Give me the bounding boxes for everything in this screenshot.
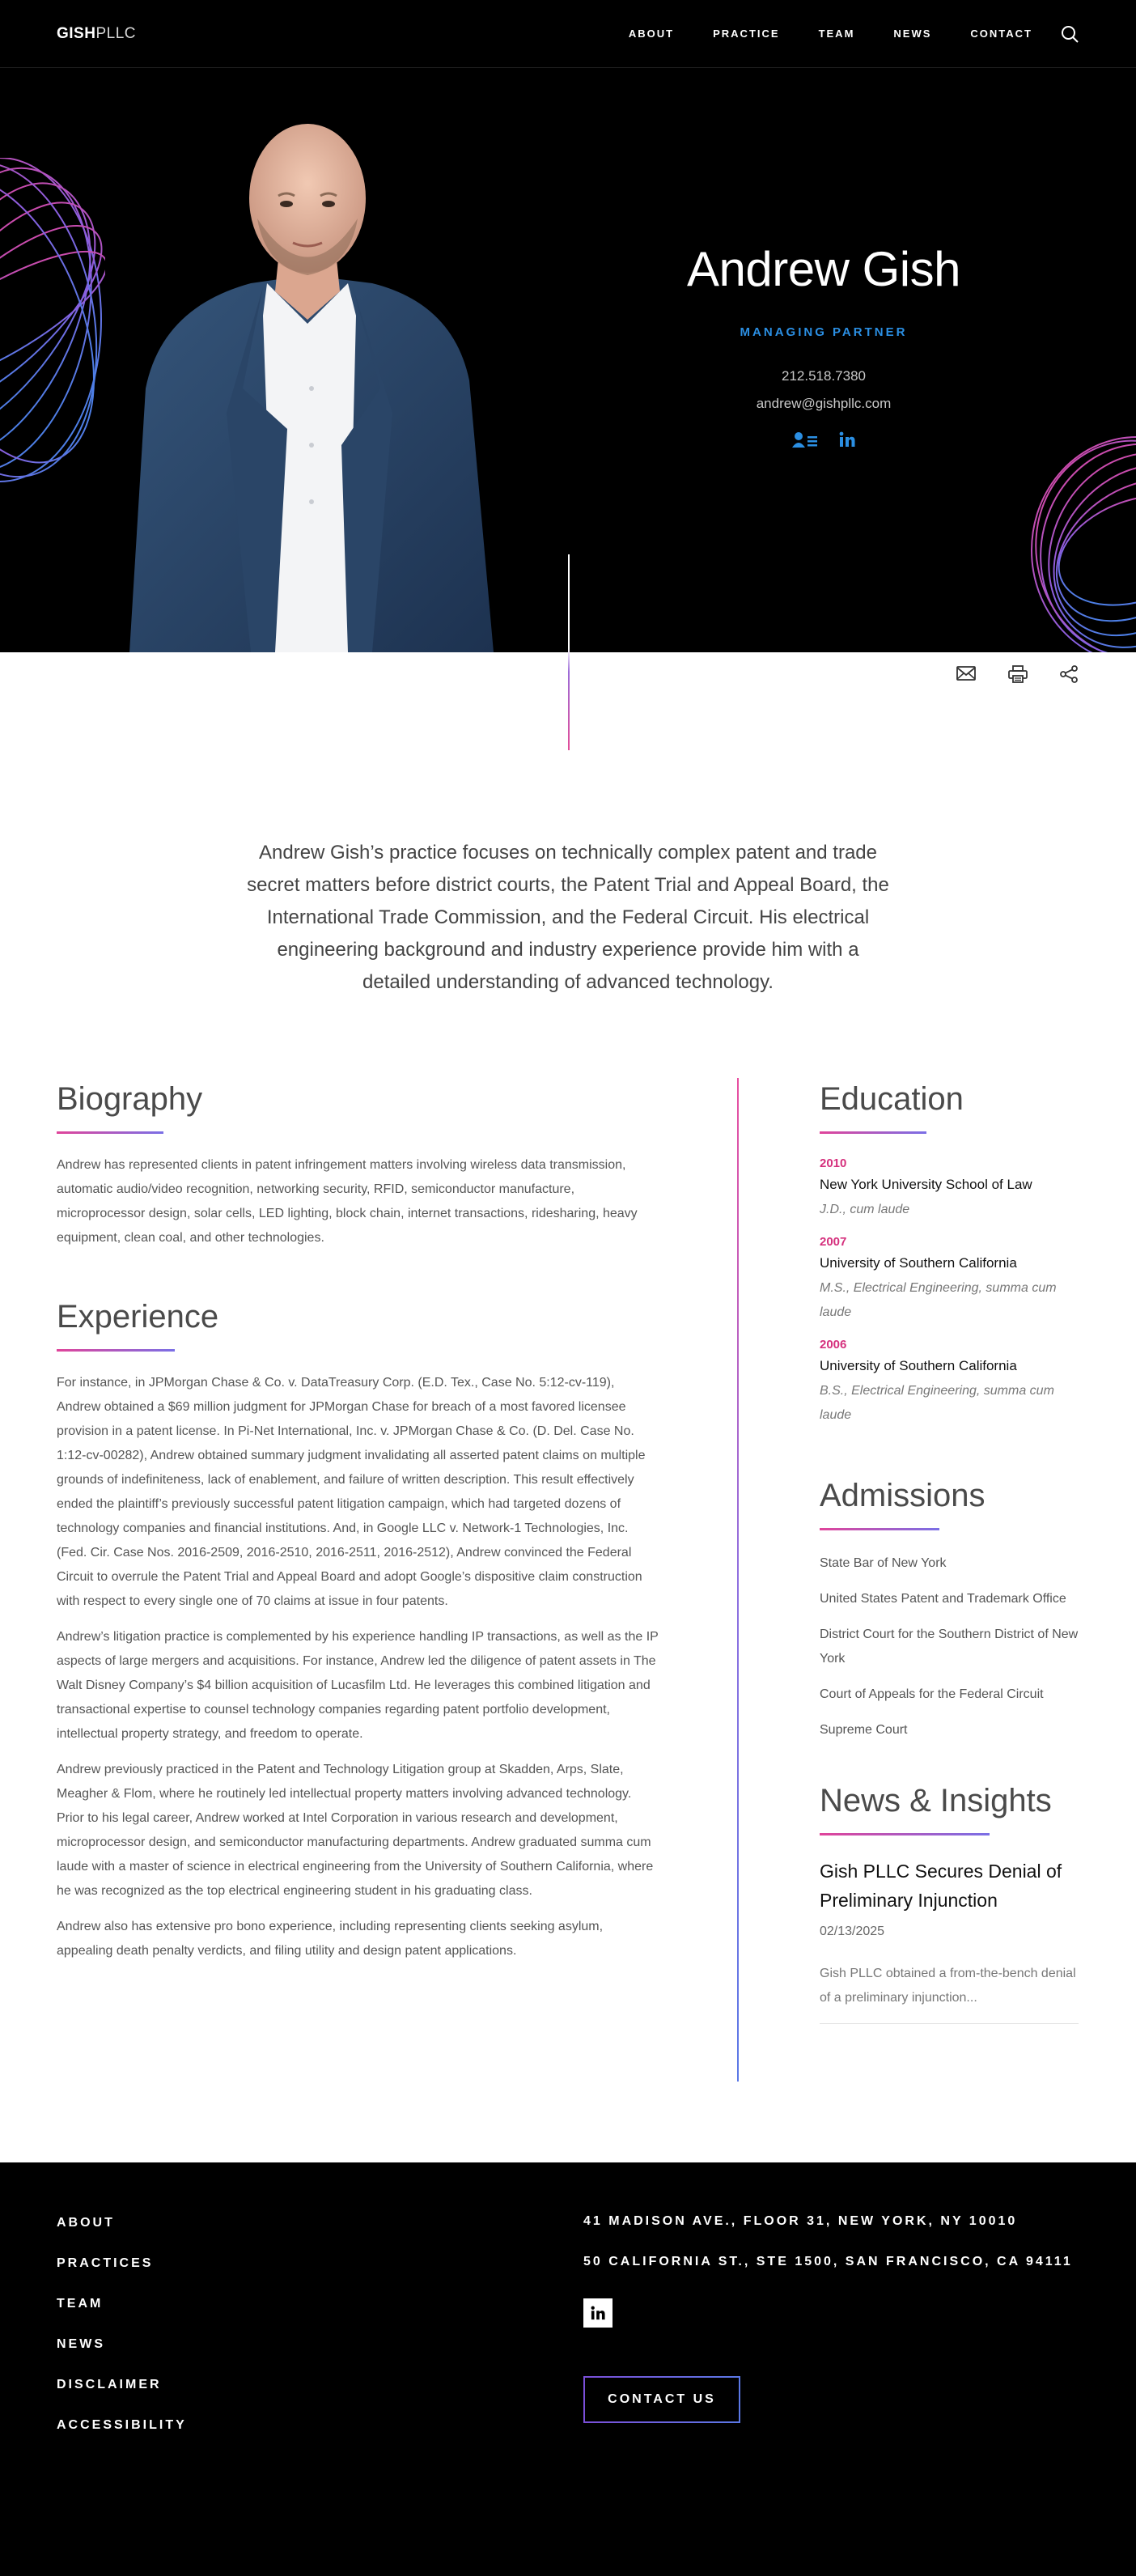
heading-underline	[57, 1349, 175, 1352]
site-header	[0, 0, 1136, 68]
education-degree: M.S., Electrical Engineering, summa cum laude	[820, 1281, 1057, 1319]
nav-about[interactable]: ABOUT	[628, 28, 675, 40]
experience-paragraph: Andrew’s litigation practice is complemented by his experience handling IP transactions, as well as the IP aspects of large mergers and acquisitions. For instance, Andrew led the diligence of patent assets in The Walt Disney Company’s $4 billion acquisition of Lucasfilm Ltd. He leverages this combined litigation and transactional expertise to counsel technology companies regarding patent portfolio development, intellectual property strategy, and freedom to operate.	[57, 1630, 659, 1741]
footer-link-about[interactable]: ABOUT	[57, 2216, 115, 2230]
attorney-portrait	[113, 121, 510, 652]
heading-underline	[820, 1833, 990, 1835]
experience-paragraph: Andrew previously practiced in the Patent and Technology Litigation group at Skadden, Arps, Slate, Meagher & Flom, where he routinely led intellectual property matters involving advanced technology. Prior to his legal career, Andrew worked at Intel Corporation in various research and development, microprocessor design, and semiconductor manufacturing departments. Andrew graduated summa cum laude with a master of science in electrical engineering from the University of Southern California, where he was recognized as the top electrical engineering student in his graduating class.	[57, 1763, 654, 1898]
column-divider	[737, 1078, 739, 2082]
print-icon[interactable]	[1008, 665, 1028, 683]
address-new-york: 41 MADISON AVE., FLOOR 31, NEW YORK, NY 10010	[583, 2214, 1018, 2228]
admission-item: District Court for the Southern District of New York	[820, 1628, 1079, 1666]
footer-link-disclaimer[interactable]: DISCLAIMER	[57, 2378, 162, 2391]
main-nav	[629, 24, 1079, 44]
education-heading: Education	[820, 1081, 964, 1117]
search-icon[interactable]	[1060, 24, 1079, 44]
education-school: University of Southern California	[820, 1358, 1017, 1373]
attorney-title: MANAGING PARTNER	[740, 325, 908, 339]
education-year: 2007	[820, 1235, 847, 1249]
nav-news[interactable]: NEWS	[893, 28, 932, 40]
attorney-contact-icons	[654, 431, 994, 449]
news-heading: News & Insights	[820, 1783, 1052, 1818]
experience-heading: Experience	[57, 1299, 219, 1335]
sidebar	[820, 1081, 1079, 2024]
admission-item: Court of Appeals for the Federal Circuit	[820, 1687, 1044, 1701]
education-year: 2010	[820, 1156, 847, 1170]
admissions-list	[820, 1551, 1079, 1742]
heading-underline	[820, 1528, 939, 1530]
logo-light: PLLC	[95, 24, 136, 42]
biography-heading: Biography	[57, 1081, 203, 1117]
education-degree: B.S., Electrical Engineering, summa cum laude	[820, 1384, 1054, 1422]
education-school: New York University School of Law	[820, 1177, 1032, 1192]
education-degree: J.D., cum laude	[820, 1203, 910, 1216]
vcard-icon[interactable]	[792, 431, 818, 449]
nav-practice[interactable]: PRACTICE	[713, 28, 780, 40]
main-content	[57, 1081, 659, 1963]
nav-team[interactable]: TEAM	[818, 28, 855, 40]
attorney-phone[interactable]: 212.518.7380	[782, 368, 866, 384]
site-footer	[0, 2162, 1136, 2576]
attorney-name: Andrew Gish	[687, 242, 960, 296]
share-toolbar	[956, 665, 1078, 683]
experience-paragraph: For instance, in JPMorgan Chase & Co. v. DataTreasury Corp. (E.D. Tex., Case No. 5:12-cv-119), Andrew obtained a $69 million judgment for JPMorgan Chase for breach of a most favored licensee provision in a patent license. In Pi-Net International, Inc. v. JPMorgan Chase & Co. (D. Del. Case No. 1:12-cv-00282), Andrew obtained summary judgment invalidating all asserted patent claims on multiple grounds of indefiniteness, lack of enablement, and failure of written description. This result effectively ended the plaintiff’s previously successful patent litigation campaign, which had targeted dozens of technology companies and financial institutions. And, in Google LLC v. Network-1 Technologies, Inc. (Fed. Cir. Case Nos. 2016-2509, 2016-2510, 2016-2511, 2016-2512), Andrew convinced the Federal Circuit to overrule the Patent Trial and Appeal Board and adopt Google’s dispositive claim construction with respect to every single one of 70 claims at issue in four patents.	[57, 1376, 646, 1608]
education-item	[820, 1338, 1079, 1428]
news-separator	[820, 2023, 1079, 2024]
news-card[interactable]	[820, 1857, 1079, 2024]
news-excerpt: Gish PLLC obtained a from-the-bench denial of a preliminary injunction...	[820, 1967, 1076, 2005]
nav-contact[interactable]: CONTACT	[970, 28, 1032, 40]
news-title[interactable]: Gish PLLC Secures Denial of Preliminary Injunction	[820, 1861, 1062, 1911]
footer-nav	[57, 2214, 187, 2457]
decorative-sphere-graphic	[1024, 429, 1136, 652]
admission-item: United States Patent and Trademark Office	[820, 1592, 1066, 1606]
attorney-info	[654, 243, 994, 449]
share-icon[interactable]	[1060, 665, 1078, 683]
heading-underline	[57, 1131, 163, 1134]
biography-text: Andrew has represented clients in patent infringement matters involving wireless data transmission, automatic audio/video recognition, networking security, RFID, semiconductor manufacture, microprocessor design, solar cells, LED lighting, block chain, internet transactions, ridesharing, heavy equipment, clean coal, and other technologies.	[57, 1158, 638, 1245]
heading-underline	[820, 1131, 926, 1134]
footer-link-accessibility[interactable]: ACCESSIBILITY	[57, 2418, 187, 2432]
logo-bold: GISH	[57, 24, 96, 42]
education-school: University of Southern California	[820, 1255, 1017, 1271]
education-item	[820, 1235, 1079, 1325]
contact-us-button[interactable]: CONTACT US	[583, 2376, 740, 2423]
experience-paragraph: Andrew also has extensive pro bono experience, including representing clients seeking asylum, appealing death penalty verdicts, and filing utility and design patent applications.	[57, 1920, 604, 1958]
footer-link-practices[interactable]: PRACTICES	[57, 2256, 154, 2270]
admission-item: State Bar of New York	[820, 1556, 947, 1570]
decorative-sphere-graphic	[0, 158, 105, 498]
education-year: 2006	[820, 1338, 847, 1352]
news-date: 02/13/2025	[820, 1925, 885, 1938]
admissions-heading: Admissions	[820, 1478, 986, 1513]
education-item	[820, 1156, 1079, 1222]
email-icon[interactable]	[956, 665, 976, 683]
hero-divider-line	[568, 554, 570, 750]
admission-item: Supreme Court	[820, 1723, 908, 1737]
attorney-email[interactable]: andrew@gishpllc.com	[756, 396, 892, 411]
site-logo[interactable]	[57, 25, 136, 43]
address-san-francisco: 50 CALIFORNIA ST., STE 1500, SAN FRANCISCO, CA 94111	[583, 2255, 1073, 2268]
linkedin-icon[interactable]	[583, 2298, 613, 2328]
footer-link-team[interactable]: TEAM	[57, 2297, 104, 2311]
footer-link-news[interactable]: NEWS	[57, 2337, 105, 2351]
linkedin-icon[interactable]	[839, 431, 855, 449]
practice-summary: Andrew Gish’s practice focuses on technically complex patent and trade secret matters before district courts, the Patent Trial and Appeal Board, the International Trade Commission, and the Federal Circuit. His electrical engineering background and industry experience provide him with a detailed understanding of advanced technology.	[247, 842, 889, 993]
